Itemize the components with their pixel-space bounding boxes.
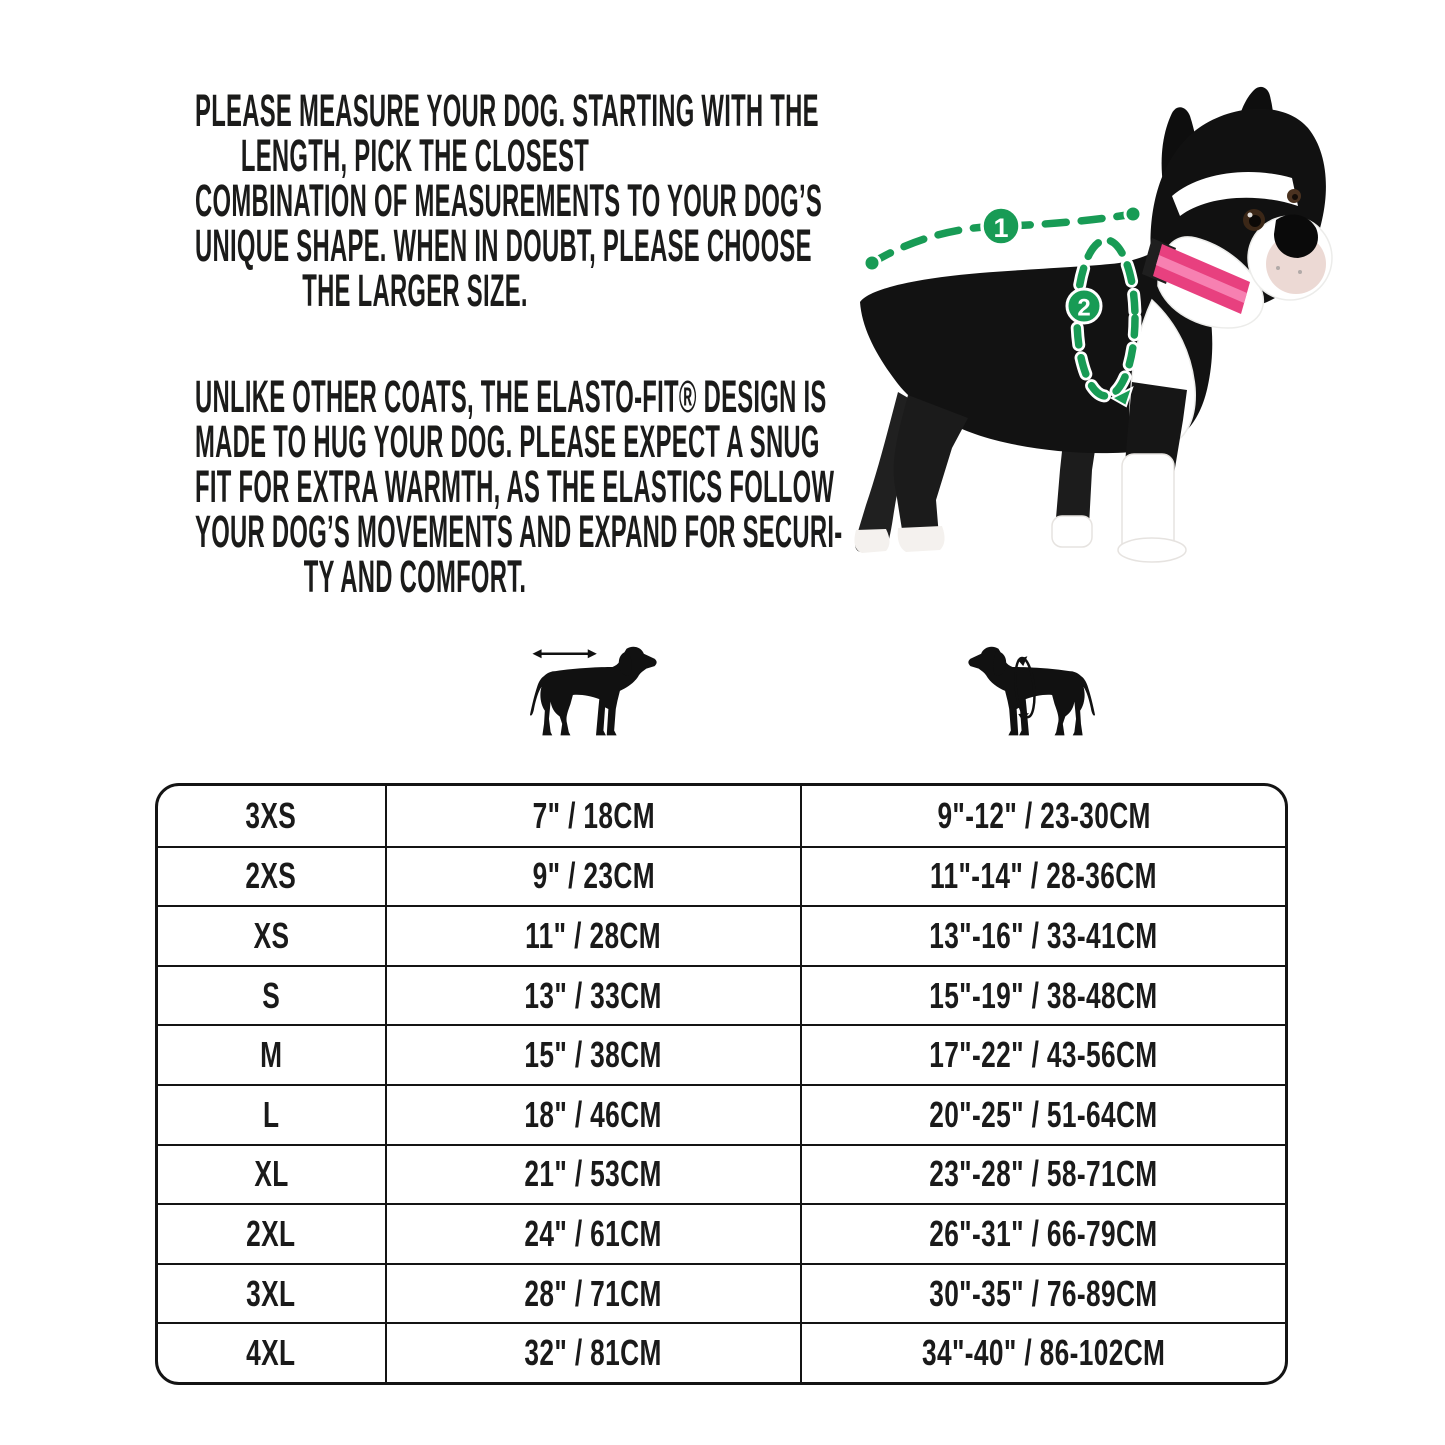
size-value: XL — [254, 1153, 289, 1195]
girth-value: 34"-40" / 86-102CM — [922, 1332, 1166, 1374]
girth-column-legend — [963, 641, 1095, 749]
size-value: 2XS — [245, 855, 297, 897]
size-cell — [158, 1086, 385, 1144]
instruction-paragraph-2 — [0, 371, 843, 602]
instruction-line: COMBINATION OF MEASUREMENTS TO YOUR DOG’S — [195, 175, 823, 226]
size-value: M — [260, 1034, 283, 1076]
girth-value: 23"-28" / 58-71CM — [929, 1153, 1158, 1195]
length-cell — [385, 848, 801, 906]
size-chart-table — [155, 783, 1288, 1385]
instruction-line: UNIQUE SHAPE. WHEN IN DOUBT, PLEASE CHOOSE — [195, 220, 812, 271]
length-value: 32" / 81CM — [524, 1332, 663, 1374]
table-row — [158, 1263, 1285, 1323]
instruction-line: TY AND COMFORT. — [303, 551, 527, 602]
size-value: XS — [253, 914, 290, 956]
girth-value: 13"-16" / 33-41CM — [929, 914, 1158, 956]
length-cell — [385, 1086, 801, 1144]
table-row — [158, 1084, 1285, 1144]
length-arrow-icon — [532, 649, 596, 658]
instruction-line: YOUR DOG’S MOVEMENTS AND EXPAND FOR SECURI- — [195, 506, 843, 557]
girth-cell — [800, 848, 1285, 906]
girth-cell — [800, 967, 1285, 1025]
girth-cell — [800, 1146, 1285, 1204]
instruction-line: MADE TO HUG YOUR DOG. PLEASE EXPECT A SNUG — [195, 416, 820, 467]
girth-cell — [800, 1265, 1285, 1323]
length-cell — [385, 1324, 801, 1382]
length-value: 21" / 53CM — [524, 1153, 663, 1195]
marker-1-label: 1 — [993, 213, 1009, 243]
length-cell — [385, 786, 801, 846]
table-row — [158, 846, 1285, 906]
girth-value: 30"-35" / 76-89CM — [929, 1272, 1158, 1314]
dog-measurement-photo — [830, 80, 1400, 585]
table-row — [158, 965, 1285, 1025]
length-cell — [385, 1026, 801, 1084]
size-cell — [158, 1205, 385, 1263]
instruction-paragraph-1 — [0, 85, 830, 316]
length-cell — [385, 1146, 801, 1204]
size-cell — [158, 1265, 385, 1323]
size-cell — [158, 1026, 385, 1084]
length-cell — [385, 907, 801, 965]
girth-cell — [800, 786, 1285, 846]
length-value: 28" / 71CM — [524, 1272, 663, 1314]
instruction-line: LENGTH, PICK THE CLOSEST — [240, 130, 590, 181]
length-value: 13" / 33CM — [524, 974, 663, 1016]
dog-girth-silhouette-icon — [963, 641, 1095, 749]
girth-value: 9"-12" / 23-30CM — [937, 794, 1151, 836]
size-cell — [158, 907, 385, 965]
size-value: 3XS — [245, 794, 297, 836]
length-value: 24" / 61CM — [524, 1212, 663, 1254]
size-cell — [158, 848, 385, 906]
girth-cell — [800, 1324, 1285, 1382]
marker-1-badge — [982, 207, 1020, 245]
size-cell — [158, 786, 385, 846]
length-value: 7" / 18CM — [532, 794, 655, 836]
table-row — [158, 786, 1285, 846]
length-value: 15" / 38CM — [524, 1034, 663, 1076]
dog-length-silhouette-icon — [530, 641, 662, 749]
size-value: S — [262, 974, 281, 1016]
boston-terrier-photo-illustration — [830, 80, 1400, 585]
length-value: 9" / 23CM — [532, 855, 655, 897]
girth-cell — [800, 1086, 1285, 1144]
marker-2-badge — [1067, 289, 1101, 323]
girth-value: 17"-22" / 43-56CM — [929, 1034, 1158, 1076]
girth-value: 20"-25" / 51-64CM — [929, 1093, 1158, 1135]
marker-2-label: 2 — [1077, 294, 1091, 322]
table-row — [158, 1024, 1285, 1084]
instruction-line: UNLIKE OTHER COATS, THE ELASTO-FIT® DESIGN IS — [195, 371, 827, 422]
size-value: 4XL — [246, 1332, 296, 1374]
length-column-legend — [530, 641, 662, 749]
length-value: 18" / 46CM — [524, 1093, 663, 1135]
girth-value: 26"-31" / 66-79CM — [929, 1212, 1158, 1254]
instruction-line: THE LARGER SIZE. — [302, 265, 528, 316]
length-value: 11" / 28CM — [525, 914, 662, 956]
girth-cell — [800, 1205, 1285, 1263]
girth-value: 11"-14" / 28-36CM — [930, 855, 1158, 897]
table-row — [158, 1203, 1285, 1263]
instruction-line: PLEASE MEASURE YOUR DOG. STARTING WITH THE — [195, 85, 819, 136]
size-cell — [158, 1324, 385, 1382]
length-cell — [385, 967, 801, 1025]
size-cell — [158, 1146, 385, 1204]
table-row — [158, 1144, 1285, 1204]
size-cell — [158, 967, 385, 1025]
instruction-line: FIT FOR EXTRA WARMTH, AS THE ELASTICS FOLLOW — [195, 461, 835, 512]
length-cell — [385, 1265, 801, 1323]
size-value: 3XL — [246, 1272, 296, 1314]
girth-cell — [800, 907, 1285, 965]
girth-cell — [800, 1026, 1285, 1084]
table-row — [158, 1322, 1285, 1382]
girth-value: 15"-19" / 38-48CM — [929, 974, 1158, 1016]
size-value: L — [263, 1093, 280, 1135]
table-row — [158, 905, 1285, 965]
measuring-instructions — [0, 85, 843, 602]
size-value: 2XL — [246, 1212, 296, 1254]
length-cell — [385, 1205, 801, 1263]
